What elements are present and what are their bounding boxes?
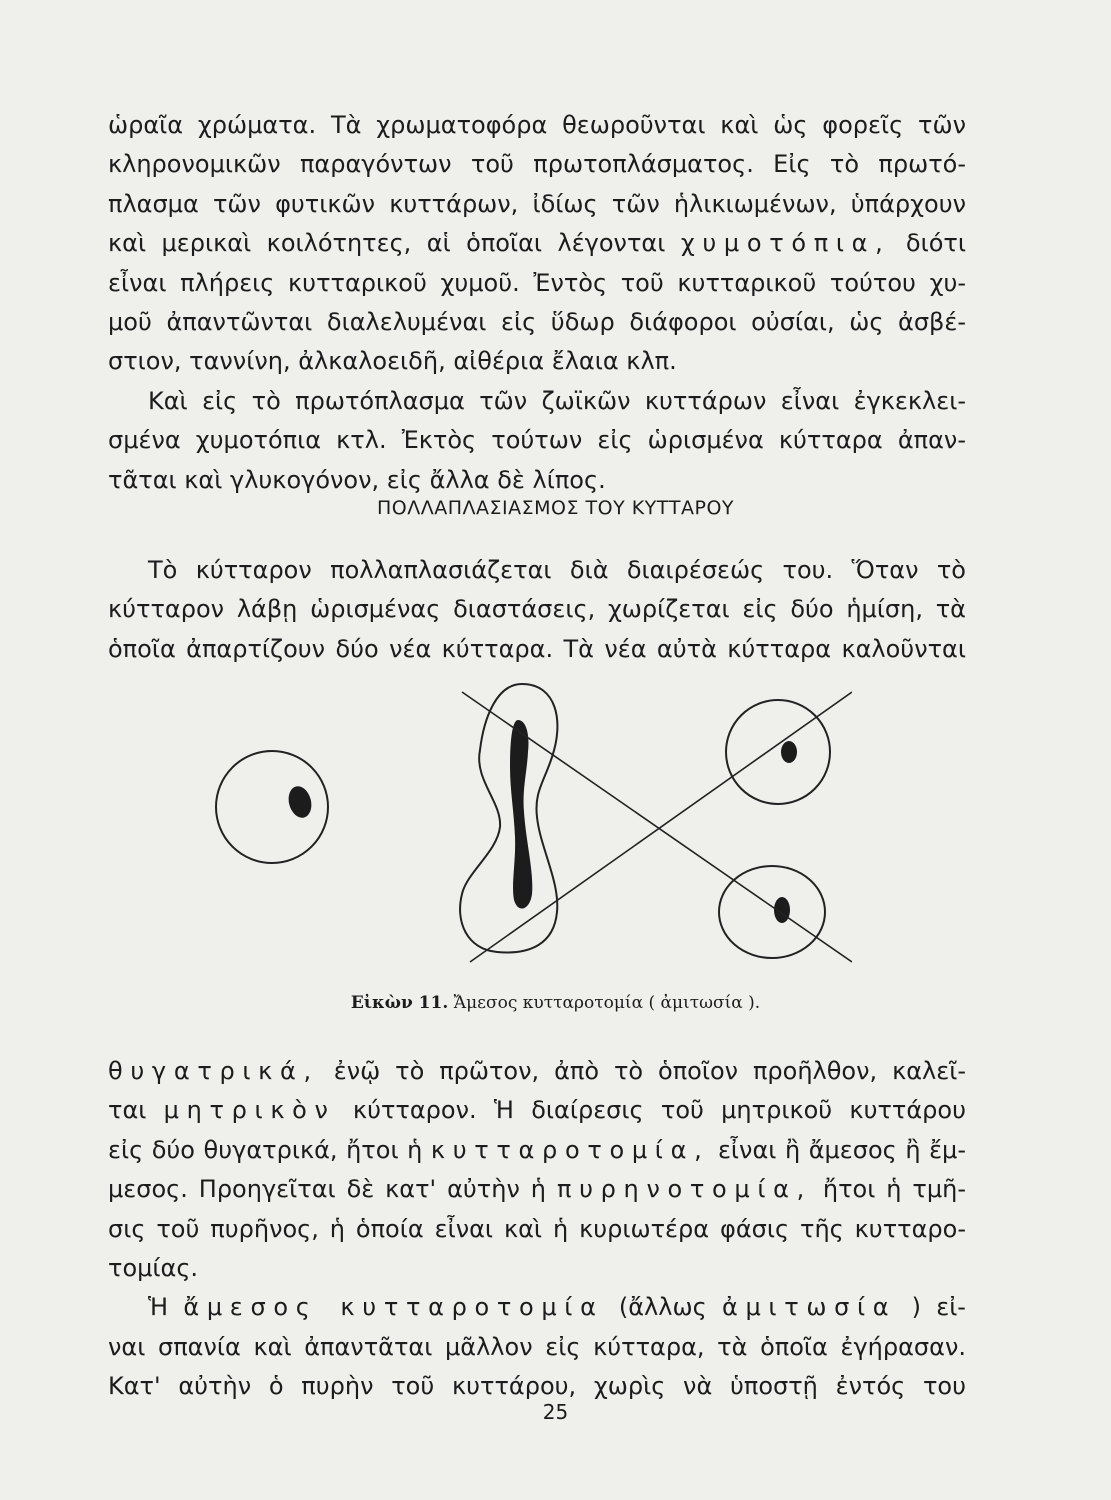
spaced-term-pyrinotomia: πυρηνοτομία,: [556, 1175, 812, 1204]
text-line: τᾶται καὶ γλυκογόνον, εἰς ἄλλα δὲ λίπος.: [108, 465, 606, 494]
text-block-bottom: [108, 1052, 966, 1407]
daughter-nucleus-top: [781, 741, 797, 763]
text-line: τομίας.: [108, 1253, 199, 1282]
text-line: εἶναι πλήρεις κυτταρικοῦ χυμοῦ. Ἐντὸς τοῦ κυτταρικοῦ τούτου χυ-: [108, 268, 966, 297]
text-fragment: καὶ μερικαὶ κοιλότητες, αἱ ὁποῖαι λέγονται: [108, 229, 666, 258]
text-fragment: Ἡ: [148, 1293, 169, 1322]
figure-caption: [0, 993, 1111, 1013]
text-block-top: [108, 106, 966, 500]
text-line: πλασμα τῶν φυτικῶν κυττάρων, ἰδίως τῶν ἡλικιωμένων, ὑπάρχουν: [108, 189, 966, 218]
text-fragment: μεσος. Προηγεῖται δὲ κατ' αὐτὴν ἡ: [108, 1175, 546, 1204]
text-line: [108, 1288, 966, 1327]
dividing-nucleus: [510, 720, 532, 909]
text-line: Καὶ εἰς τὸ πρωτόπλασμα τῶν ζωϊκῶν κυττάρων εἶναι ἐγκεκλει-: [148, 386, 966, 415]
spaced-term-amitosia: ἀμιτωσία: [721, 1293, 897, 1322]
text-line: [108, 1131, 966, 1170]
text-fragment: ται: [108, 1096, 147, 1125]
spaced-term-chymotopia: χυμοτόπια,: [680, 229, 891, 258]
spaced-term-thygatrika: θυγατρικά,: [108, 1057, 319, 1085]
text-line: [108, 1052, 966, 1091]
page-number: 25: [542, 1400, 569, 1424]
text-line: ὡραῖα χρώματα. Τὰ χρωματοφόρα θεωροῦνται καὶ ὡς φορεῖς τῶν: [108, 111, 966, 139]
text-line: σις τοῦ πυρῆνος, ἡ ὁποία εἶναι καὶ ἡ κυριωτέρα φάσις τῆς κυτταρο-: [108, 1214, 966, 1243]
figure-number: Εἰκὼν 11.: [350, 993, 449, 1013]
text-fragment: κύτταρον. Ἡ διαίρεσις τοῦ μητρικοῦ κυττάρου: [352, 1096, 966, 1125]
text-line: κληρονομικῶν παραγόντων τοῦ πρωτοπλάσματος. Εἰς τὸ πρωτό-: [108, 150, 966, 179]
amitosis-illustration: [212, 672, 852, 967]
text-line: κύτταρον λάβῃ ὡρισμένας διαστάσεις, χωρίζεται εἰς δύο ἡμίση, τὰ: [108, 595, 966, 624]
text-line: ναι σπανία καὶ ἀπαντᾶται μᾶλλον εἰς κύτταρα, τὰ ὁποῖα ἐγήρασαν.: [108, 1332, 966, 1361]
text-line: [108, 1091, 966, 1130]
spaced-term-kyttarotomia: κυτταροτομία,: [430, 1135, 710, 1164]
text-line: σμένα χυμοτόπια κτλ. Ἐκτὸς τούτων εἰς ὡρισμένα κύτταρα ἀπαν-: [108, 426, 966, 455]
daughter-cell-top: [726, 700, 830, 804]
text-line: Τὸ κύτταρον πολλαπλασιάζεται διὰ διαιρέσεώς του. Ὅταν τὸ: [148, 556, 966, 584]
text-fragment: (ἄλλως: [618, 1293, 707, 1322]
text-fragment: ) εἰ-: [911, 1293, 966, 1322]
section-heading: ΠΟΛΛΑΠΛΑΣΙΑΣΜΟΣ ΤΟΥ ΚΥΤΤΑΡΟΥ: [376, 497, 735, 519]
text-fragment: εἰς δύο θυγατρικά, ἤτοι ἡ: [108, 1135, 423, 1164]
mother-nucleus: [285, 784, 315, 821]
text-line: στιον, ταννίνη, ἀλκαλοειδῆ, αἰθέρια ἔλαια κλπ.: [108, 347, 677, 376]
text-line: [108, 1170, 966, 1209]
daughter-cell-bottom: [719, 866, 825, 958]
spaced-term-amesos-kyttarotomia: ἄμεσος κυτταροτομία: [183, 1293, 604, 1322]
text-fragment: εἶναι ἢ ἄμεσος ἢ ἔμ-: [717, 1135, 966, 1164]
text-line: ὁποῖα ἀπαρτίζουν δύο νέα κύτταρα. Τὰ νέα αὐτὰ κύτταρα καλοῦνται: [108, 634, 966, 663]
text-line: μοῦ ἀπαντῶνται διαλελυμέναι εἰς ὕδωρ διάφοροι οὐσίαι, ὡς ἀσβέ-: [108, 307, 966, 336]
text-fragment: ἤτοι ἡ τμῆ-: [822, 1175, 967, 1204]
text-fragment: διότι: [905, 229, 966, 258]
text-line: [108, 224, 966, 263]
spaced-term-mitrikon: μητρικὸν: [163, 1096, 336, 1125]
text-block-middle: [108, 551, 966, 669]
text-line: Κατ' αὐτὴν ὁ πυρὴν τοῦ κυττάρου, χωρὶς νὰ ὑποστῇ ἐντός του: [108, 1372, 966, 1401]
figure-caption-text: Ἄμεσος κυτταροτομία ( ἀμιτωσία ).: [453, 993, 761, 1013]
text-fragment: ἐνῷ τὸ πρῶτον, ἀπὸ τὸ ὁποῖον προῆλθον, καλεῖ-: [333, 1057, 966, 1085]
